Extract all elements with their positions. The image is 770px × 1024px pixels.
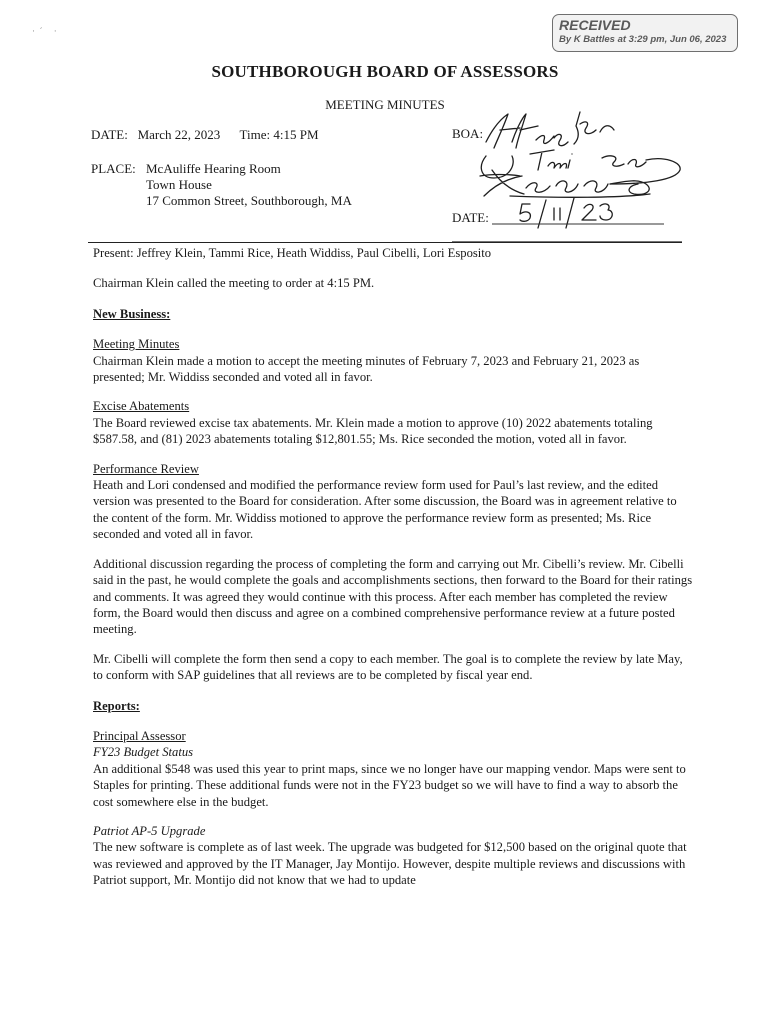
signature-drawing	[450, 104, 690, 244]
boa-label: BOA:	[452, 126, 484, 141]
date-label: DATE:	[91, 127, 128, 142]
place-line-1: McAuliffe Hearing Room	[146, 161, 281, 176]
document-subtitle: MEETING MINUTES	[325, 97, 445, 112]
reports-heading: Reports:	[93, 698, 140, 713]
excise-abatements-heading: Excise Abatements	[93, 399, 190, 414]
present-line: Present: Jeffrey Klein, Tammi Rice, Heath Widdiss, Paul Cibelli, Lori Esposito	[93, 246, 492, 260]
meeting-minutes-text: Chairman Klein made a motion to accept the meeting minutes of February 7, 2023 and February 21, 2023 as presented; Mr. Widdiss seconded and voted all in favor.	[93, 353, 640, 385]
meeting-date-row	[91, 126, 319, 143]
board-signatures	[450, 104, 690, 244]
time-value: Time: 4:15 PM	[239, 127, 319, 142]
budget-status-heading: FY23 Budget Status	[93, 745, 194, 760]
date-value: March 22, 2023	[137, 127, 221, 142]
performance-review-text-2: Additional discussion regarding the process of completing the form and carrying out Mr. Cibelli’s review. Mr. Cibelli said in the past, he would complete the goals and accomplishments sections, then forward to the Board for their ratings and comments. It was agreed they would continue with this process. After each member has completed the review form, the Board would then discuss and agree on a combined comprehensive performance review at a future posted meeting.	[93, 556, 693, 637]
received-stamp	[552, 14, 738, 52]
document-title: SOUTHBOROUGH BOARD OF ASSESSORS	[211, 62, 559, 81]
stamp-title: RECEIVED	[559, 17, 631, 33]
scan-specks: · ˊ ·	[32, 26, 57, 36]
patriot-upgrade-text: The new software is complete as of last week. The upgrade was budgeted for $12,500 based on the original quote that was reviewed and approved by the IT Manager, Jay Montijo. However, despite multiple reviews and discussions with Patriot support, Mr. Montijo did not know that we had to update	[93, 840, 687, 888]
place-line-3: 17 Common Street, Southborough, MA	[146, 193, 352, 208]
patriot-upgrade-heading: Patriot AP-5 Upgrade	[93, 823, 206, 838]
performance-review-heading: Performance Review	[93, 461, 199, 476]
place-line-2: Town House	[146, 177, 212, 192]
approval-date-label: DATE:	[452, 210, 489, 225]
meeting-minutes-heading: Meeting Minutes	[93, 337, 180, 352]
excise-abatements-text: The Board reviewed excise tax abatements. Mr. Klein made a motion to approve (10) 2022 abatements totaling $587.58, and (81) 2023 abatements totaling $12,801.55; Ms. Rice seconded the motion, voted all in favor.	[93, 415, 653, 447]
minutes-body	[93, 245, 693, 889]
call-to-order: Chairman Klein called the meeting to order at 4:15 PM.	[93, 276, 375, 291]
header-divider	[88, 242, 682, 243]
performance-review-text-3: Mr. Cibelli will complete the form then send a copy to each member. The goal is to complete the review by late May, to conform with SAP guidelines that all reviews are to be completed by fiscal year end.	[93, 651, 683, 683]
budget-status-text: An additional $548 was used this year to print maps, since we no longer have our mapping vendor. Maps were sent to Staples for printing. These additional funds were not in the FY23 budget so we will have to find a way to absorb the cost somewhere else in the budget.	[93, 761, 686, 809]
stamp-line: By K Battles at 3:29 pm, Jun 06, 2023	[559, 34, 727, 45]
principal-assessor-heading: Principal Assessor	[93, 728, 186, 743]
new-business-heading: New Business:	[93, 306, 171, 321]
performance-review-text-1: Heath and Lori condensed and modified the performance review form used for Paul’s last review, and the edited version was presented to the Board for consideration. After some discussion, the Board was in agreement relative to the content of the form. Mr. Widdiss motioned to approve the performance review form as presented; Ms. Rice seconded and voted all in favor.	[93, 478, 677, 542]
place-label: PLACE:	[91, 161, 136, 176]
